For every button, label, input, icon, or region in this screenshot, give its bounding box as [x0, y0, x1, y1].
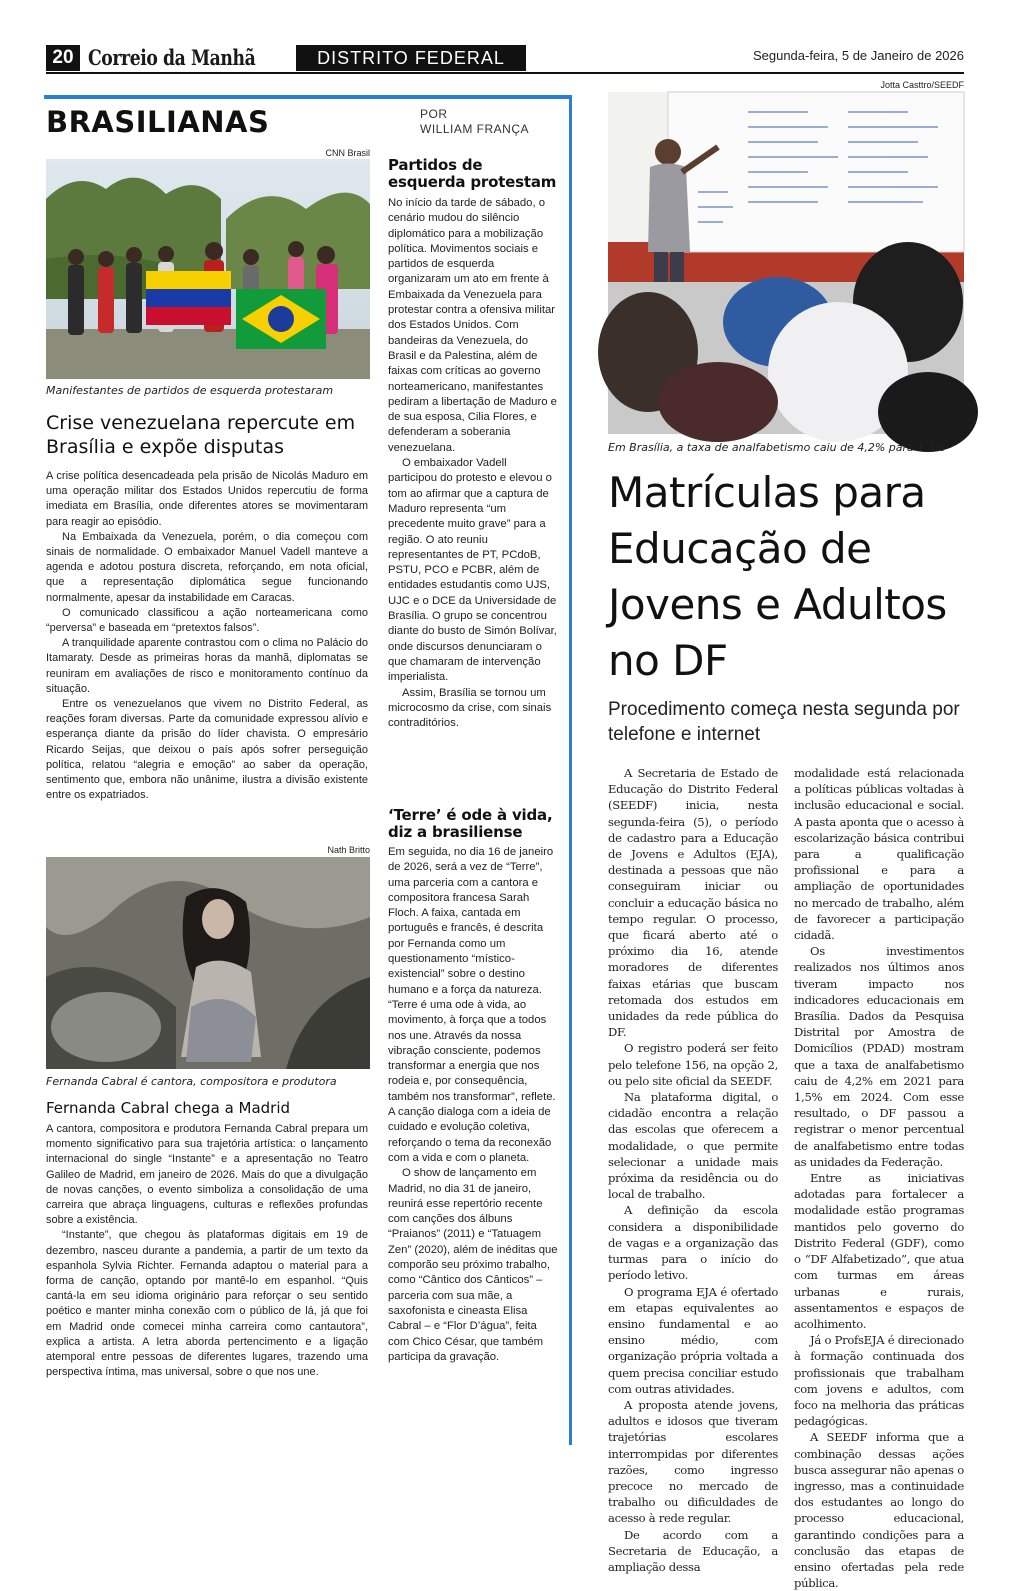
section-label: DISTRITO FEDERAL: [296, 45, 526, 71]
photo-credit: Nath Britto: [327, 845, 370, 855]
article-paragraph: Assim, Brasília se tornou um microcosmo da crise, com sinais contraditórios.: [388, 686, 552, 730]
issue-date: Segunda-feira, 5 de Janeiro de 2026: [752, 48, 964, 63]
article-paragraph: A SEEDF informa que a combinação dessas ações busca assegurar não apenas o ingresso, mas a continuidade dos estudantes ao longo do processo educacional, garantindo condições para a conclusão das etapas de ensino ofertadas pela rede pública.: [794, 1430, 964, 1591]
article-headline: Partidos de esquerda protestam: [388, 156, 557, 191]
article-body: [388, 196, 558, 800]
header-rule: [46, 72, 964, 74]
photo-caption: Fernanda Cabral é cantora, compositora e produtora: [46, 1075, 337, 1088]
page-number: 20: [46, 45, 80, 71]
article-body: [46, 469, 368, 845]
byline-label: POR: [420, 107, 448, 121]
article-paragraph: “Instante”, que chegou às plataformas digitais em 19 de dezembro, nasceu durante a pandemia, a partir de um texto da espanhola Sylvia Richter. Fernanda adaptou o material para a forma de canção, optando por mantê-lo em espanhol. “Quis cantá-la em seu idioma originário para reforçar o seu sentido poético e manter minha conexão com o público de lá, já que foi em Madrid onde comecei minha carreira como cantautora”, explica a artista. A letra aborda pertencimento e a ligação atemporal entre pessoas de diferentes lugares, trazendo uma perspectiva íntima, mas universal, sobre o que nos une.: [46, 1229, 368, 1379]
article-paragraph: No início da tarde de sábado, o cenário mudou do silêncio diplomático para a mobilização política. Movimentos sociais e partidos de esquerda organizaram um ato em frente à Embaixada da Venezuela para protestar contra a ofensiva militar dos Estados Unidos. Com bandeiras da Venezuela, do Brasil e da Palestina, além de faixas com críticas ao governo norteamericano, manifestantes pediram a libertação de Maduro e de sua esposa, Cilia Flores, e defenderam a soberania venezuelana.: [388, 197, 557, 454]
article-paragraph: A cantora, compositora e produtora Fernanda Cabral prepara um momento significativo para sua trajetória artística: o lançamento internacional do single “Instante” e a apresentação no Teatro Galileo de Madrid, em janeiro de 2026. Mais do que a divulgação de novas canções, o evento simboliza a consolidação de uma carreira que abraça linguagens, culturas e reflexões profundas sobre a existência.: [46, 1123, 368, 1227]
protest-photo: [46, 159, 370, 379]
byline-author: WILLIAM FRANÇA: [420, 122, 530, 136]
article-paragraph: O comunicado classificou a ação norteamericana como “perversa” e baseada em “pretextos falsos”.: [46, 606, 368, 635]
article-paragraph: O programa EJA é ofertado em etapas equivalentes ao ensino fundamental e ao ensino médio, com organização própria voltada a quem precisa conciliar estudo com outras atividades.: [608, 1284, 778, 1396]
article-paragraph: A proposta atende jovens, adultos e idosos que tiveram trajetórias escolares interrompidas por diferentes razões, como ingresso precoce no mercado de trabalho ou dificuldades de acesso à rede regular.: [608, 1397, 778, 1526]
article-paragraph: A crise política desencadeada pela prisão de Nicolás Maduro em uma operação militar dos Estados Unidos repercutiu de forma imediata em Brasília, onde diferentes atores se movimentaram para reagir ao episódio.: [46, 470, 368, 528]
main-article-col1: [608, 765, 778, 1574]
photo-credit: Jotta Casttro/SEEDF: [880, 80, 964, 90]
article-paragraph: Entre as iniciativas adotadas para fortalecer a modalidade estão programas mantidos pelo governo do Distrito Federal (GDF), como o “DF Alfabetizado”, que atua com turmas em áreas urbanas e rurais, assentamentos e espaços de acolhimento.: [794, 1171, 964, 1331]
photo-caption: Em Brasília, a taxa de analfabetismo caiu de 4,2% para 1,5%: [608, 441, 946, 454]
article-paragraph: Em seguida, no dia 16 de janeiro de 2026, será a vez de “Terre”, uma parceria com a cantora e compositora francesa Sarah Floch. A faixa, cantada em português e francês, é descrita por Fernanda como um questionamento “místico-existencial” sobre o destino humano e a força da natureza. “Terre é uma ode à vida, ao movimento, à força que a todos nos une. Através da nossa vibração consciente, podemos transformar a energia que nos rodeia e, por consequência, também nos transformar”, reflete. A canção dialoga com a ideia de cuidado e evolução coletiva, reforçando o tema da reconexão com a vida e com o planeta.: [388, 846, 556, 1164]
photo-credit: CNN Brasil: [325, 148, 370, 158]
article-paragraph: O embaixador Vadell participou do protesto e elevou o tom ao afirmar que a captura de Maduro representa “um precedente muito grave” para a região. O ato reuniu representantes de PT, PCdoB, PSTU, PCO e PCBR, além de entidades estudantis como UJS, UJC e o DCE da Universidade de Brasília. O grupo se concentrou diante do busto de Simón Bolívar, onde discursos denunciaram o que chamaram de intervenção imperialista.: [388, 457, 557, 684]
singer-photo: [46, 857, 370, 1069]
classroom-photo: [608, 92, 964, 434]
article-headline: Fernanda Cabral chega a Madrid: [46, 1099, 291, 1117]
photo-caption: Manifestantes de partidos de esquerda protestaram: [46, 384, 334, 397]
article-paragraph: O registro poderá ser feito pelo telefone 156, na opção 2, ou pelo site oficial da SEEDF.: [608, 1041, 778, 1088]
column-name: BRASILIANAS: [46, 105, 270, 139]
byline: [420, 107, 529, 137]
main-article-col2: [794, 765, 964, 1591]
article-body: [46, 1122, 368, 1434]
article-paragraph: modalidade está relacionada a políticas públicas voltadas à inclusão educacional e social. A pasta aponta que o acesso à escolarização básica contribui para a qualificação profissional e para a ampliação de oportunidades no mercado de trabalho, além de favorecer a participação cidadã.: [794, 766, 964, 943]
article-paragraph: Já o ProfsEJA é direcionado à formação continuada dos profissionais que trabalham com jovens e adultos, com foco na melhoria das práticas pedagógicas.: [794, 1333, 964, 1429]
article-headline: ‘Terre’ é ode à vida, diz a brasiliense: [388, 806, 553, 841]
article-paragraph: A tranquilidade aparente contrastou com o clima no Palácio do Itamaraty. Desde as primeiras horas da manhã, diplomatas se reuniram em avaliações de risco e monitoramento contínuo da situação.: [46, 637, 368, 695]
article-body: [388, 845, 558, 1437]
article-paragraph: De acordo com a Secretaria de Educação, a ampliação dessa: [608, 1527, 778, 1574]
article-paragraph: Na Embaixada da Venezuela, porém, o dia começou com sinais de normalidade. O embaixador Manuel Vadell manteve a agenda e adotou postura discreta, reforçando, em nota oficial, que a representação diplomática segue funcionando normalmente, apesar da instabilidade em Caracas.: [46, 530, 368, 604]
article-headline: Crise venezuelana repercute em Brasília e expõe disputas: [46, 412, 356, 458]
article-paragraph: O show de lançamento em Madrid, no dia 31 de janeiro, reunirá esse repertório recente com canções dos álbuns “Praianos” (2011) e “Tatuagem Zen” (2020), além de inéditas que comporão seu próximo trabalho, como “Cântico dos Cânticos” – parceria com sua mãe, a saxofonista e cineasta Elisa Cabral – e “Flor D’água”, feita com Chico César, que também participa da gravação.: [388, 1167, 558, 1363]
masthead-logo: Correio da Manhã: [88, 45, 256, 70]
main-headline: Matrículas para Educação de Jovens e Adultos no DF: [608, 468, 947, 685]
article-paragraph: Os investimentos realizados nos últimos anos tiveram impacto nos indicadores educacionais em Brasília. Dados da Pesquisa Distrital por Amostra de Domicílios (PDAD) mostram que a taxa de analfabetismo caiu de 4,2% em 2021 para 1,5% em 2024. Com esse resultado, o DF passou a registrar o menor percentual de analfabetismo entre todas as unidades da Federação.: [794, 944, 964, 1169]
article-paragraph: A definição da escola considera a disponibilidade de vagas e a organização das turmas para o início do período letivo.: [608, 1203, 778, 1283]
article-paragraph: Na plataforma digital, o cidadão encontra a relação das escolas que oferecem a modalidade, o que permite selecionar a unidade mais próxima da residência ou do local de trabalho.: [608, 1090, 778, 1202]
main-subheadline: Procedimento começa nesta segunda por telefone e internet: [608, 699, 960, 745]
article-paragraph: Entre os venezuelanos que vivem no Distrito Federal, as reações foram diversas. Parte da comunidade expressou alívio e esperança diante da prisão do líder chavista. O empresário Ricardo Seijas, que deixou o país após sofrer perseguição política, relatou “alegria e emoção” ao saber da operação, sentimento que, embora não unânime, ilustra a divisão existente entre os expatriados.: [46, 698, 368, 802]
article-paragraph: A Secretaria de Estado de Educação do Distrito Federal (SEEDF) inicia, nesta segunda-feira (5), o período de cadastro para a Educação de Jovens e Adultos (EJA), destinada a pessoas que não conseguiram iniciar ou concluir a educação básica no tempo regular. O processo, que ficará aberto até o próximo dia 16, atende moradores de diferentes faixas etárias que buscam retomada dos estudos em unidades da rede pública do DF.: [608, 766, 778, 1040]
